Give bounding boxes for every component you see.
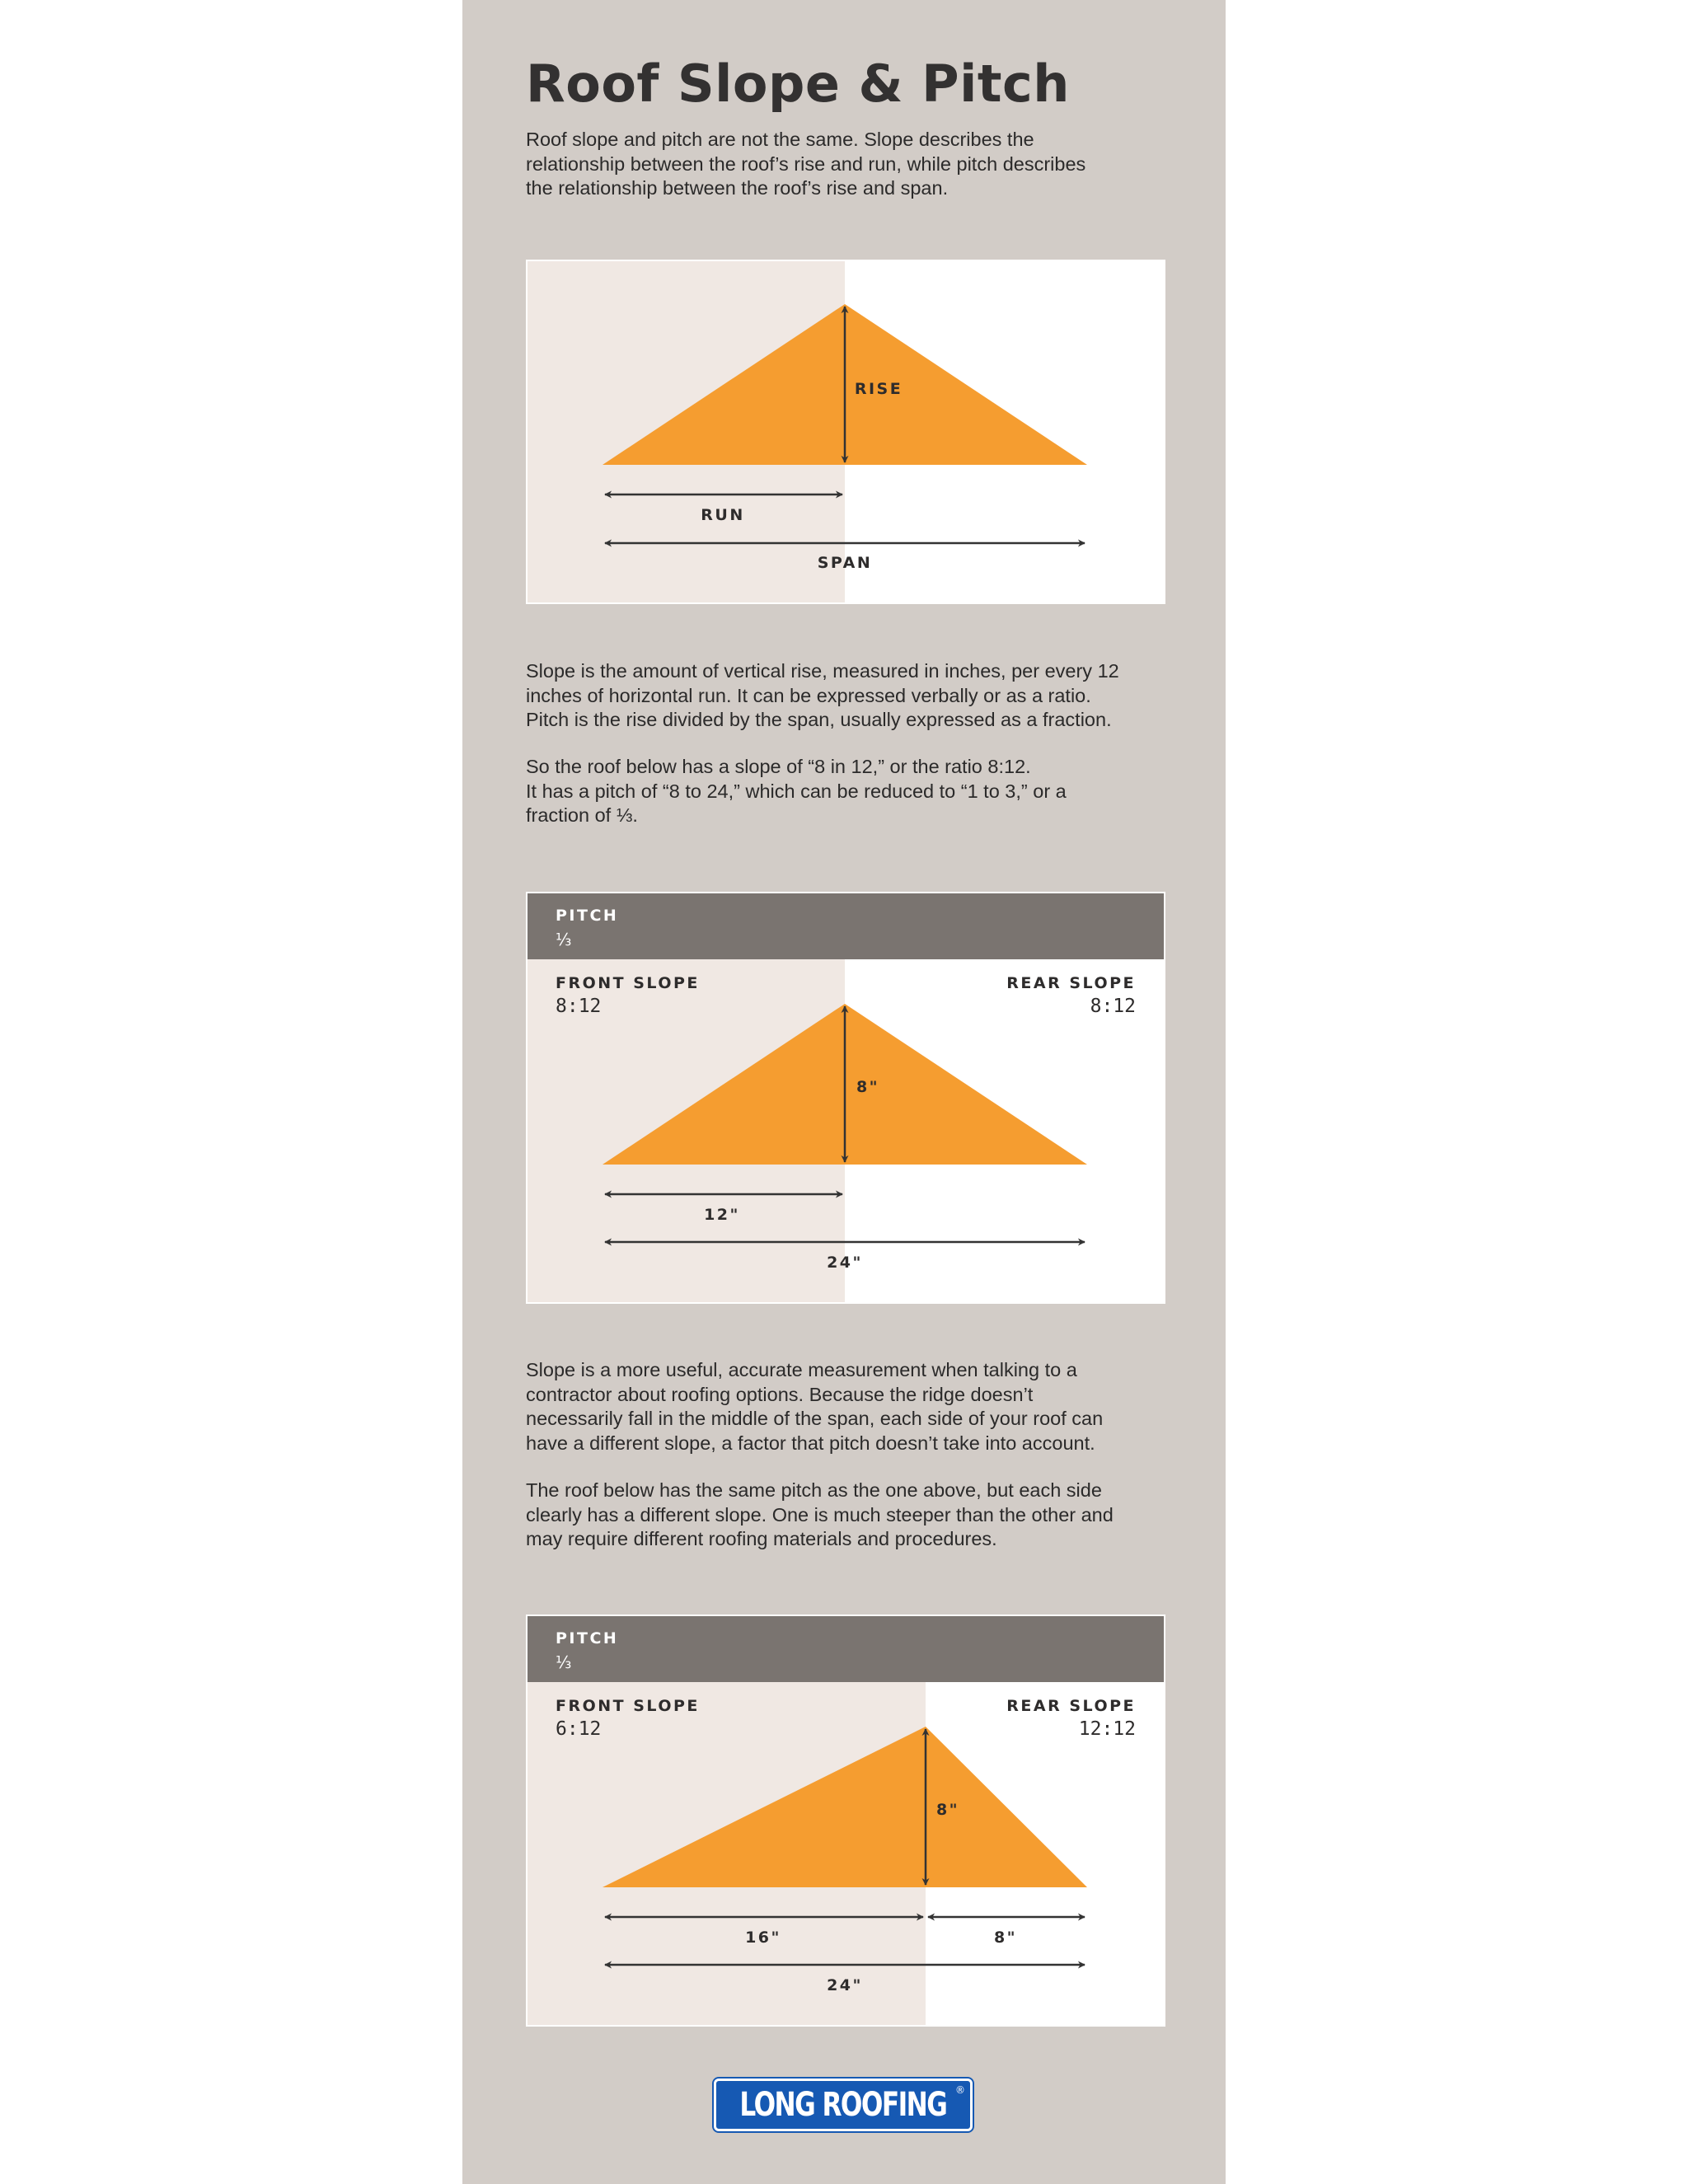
symmetric-roof-diagram	[526, 892, 1165, 1304]
rear-slope-value: 8:12	[1090, 996, 1136, 1017]
rise-label: RISE	[854, 380, 903, 398]
diagram-1-svg	[528, 261, 1164, 602]
page-title: Roof Slope & Pitch	[526, 54, 1070, 114]
span-label: 24"	[827, 1976, 863, 1994]
rear-slope-label: REAR SLOPE	[1006, 974, 1136, 992]
intro-paragraph: Roof slope and pitch are not the same. Slope describes the relationship between the roof’s rise and run, while pitch describes the relationship between the roof’s rise and span.	[526, 129, 1086, 199]
pitch-header	[528, 893, 1164, 959]
slope-definition-paragraph: Slope is the amount of vertical rise, measured in inches, per every 12 inches of horizontal run. It can be expressed verbally or as a ratio. Pitch is the rise divided by the span, usually expressed as a fraction.	[526, 660, 1119, 730]
rise-label: 8"	[856, 1078, 880, 1096]
roof-triangle	[603, 1727, 1087, 1887]
long-roofing-logo	[714, 2079, 973, 2131]
pitch-label: PITCH	[556, 907, 619, 925]
logo-text: LONG ROOFING	[739, 2086, 947, 2124]
front-slope-value: 8:12	[556, 996, 602, 1017]
span-label: 24"	[827, 1254, 863, 1272]
infographic-page	[462, 0, 1226, 2184]
run-label: 12"	[704, 1206, 740, 1224]
front-slope-label: FRONT SLOPE	[556, 1697, 700, 1715]
rear-slope-label: REAR SLOPE	[1006, 1697, 1136, 1715]
pitch-header	[528, 1616, 1164, 1682]
rise-run-span-diagram	[526, 260, 1165, 604]
front-slope-value: 6:12	[556, 1718, 602, 1740]
pitch-value: ⅓	[556, 930, 572, 949]
front-slope-label: FRONT SLOPE	[556, 974, 700, 992]
span-label: SPAN	[817, 554, 873, 572]
rear-slope-value: 12:12	[1078, 1718, 1136, 1740]
slope-example-paragraph: So the roof below has a slope of “8 in 12,” or the ratio 8:12. It has a pitch of “8 to 24,” which can be reduced to “1 to 3,” or a fraction of ⅓.	[526, 756, 1067, 826]
asymmetric-roof-diagram	[526, 1615, 1165, 2027]
rear-run-label: 8"	[993, 1929, 1018, 1947]
rise-label: 8"	[935, 1801, 960, 1819]
slope-usefulness-paragraph: Slope is a more useful, accurate measurement when talking to a contractor about roofing options. Because the ridge doesn’t necessarily fall in the middle of the span, each side of your roof can have a different slope, a factor that pitch doesn’t take into account.	[526, 1359, 1104, 1454]
asymmetric-roof-paragraph: The roof below has the same pitch as the one above, but each side clearly has a different slope. One is much steeper than the other and may require different roofing materials and procedures.	[526, 1479, 1114, 1549]
pitch-label: PITCH	[556, 1629, 619, 1647]
pitch-value: ⅓	[556, 1652, 572, 1672]
front-run-label: 16"	[745, 1929, 781, 1947]
run-label: RUN	[701, 506, 745, 524]
registered-mark: ®	[955, 2084, 965, 2096]
